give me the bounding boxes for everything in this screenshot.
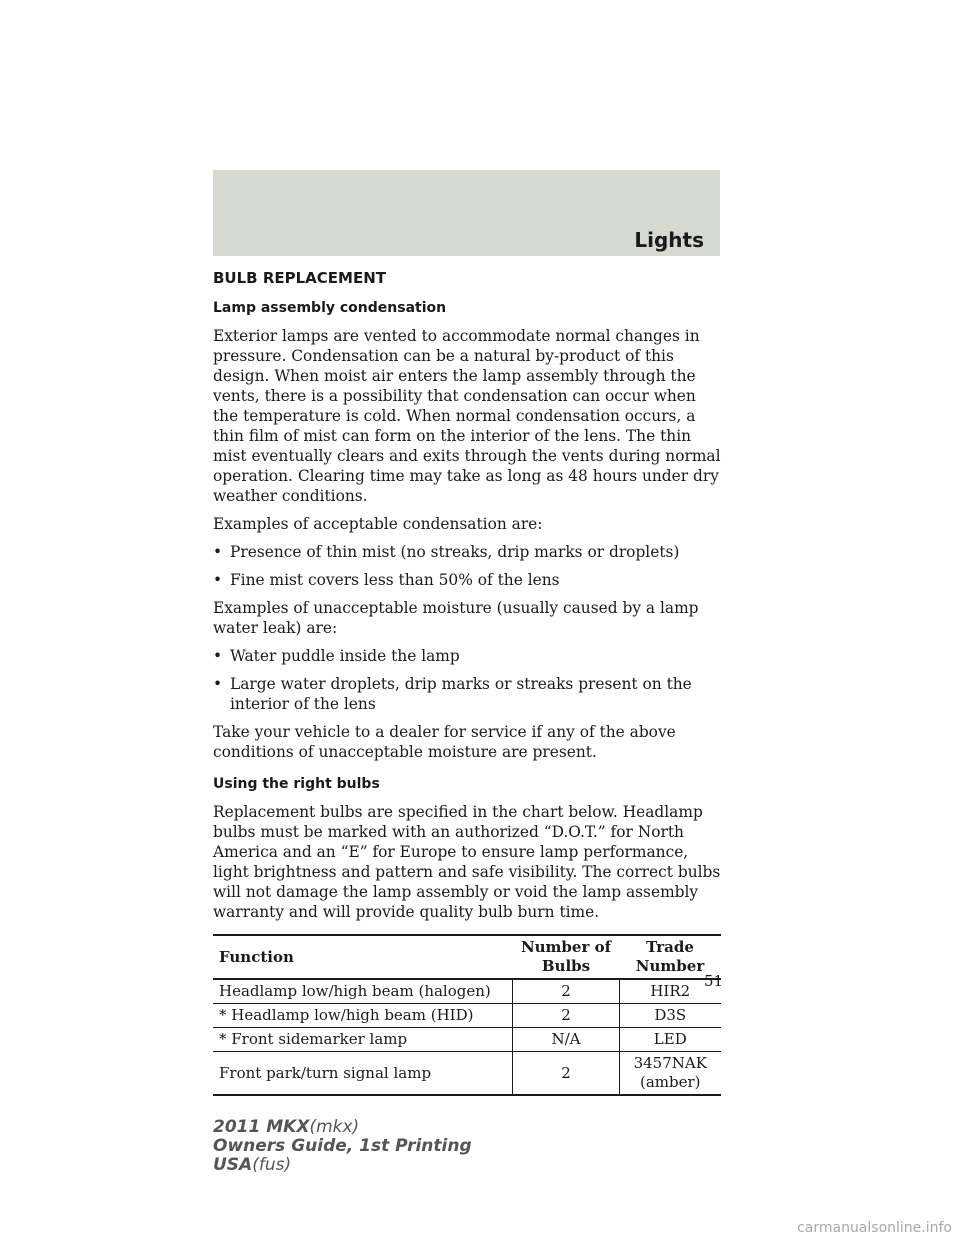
cell-number: N/A — [513, 1028, 619, 1052]
table-row — [213, 1052, 721, 1096]
header-number-of-bulbs: Number of Bulbs — [520, 938, 612, 975]
chapter-header-band — [213, 170, 720, 256]
table-row — [213, 1028, 721, 1052]
footer-market-code: (fus) — [252, 1155, 292, 1175]
bullet-icon: • — [213, 675, 223, 693]
condensation-heading: Lamp assembly condensation — [213, 300, 447, 316]
list-item — [213, 542, 721, 562]
page-content — [213, 268, 724, 1096]
section-title: BULB REPLACEMENT — [213, 269, 386, 287]
cell-function: * Front sidemarker lamp — [213, 1028, 513, 1052]
list-item — [213, 646, 721, 666]
header-trade-number: Trade Number — [635, 938, 705, 975]
list-item-text: Fine mist covers less than 50% of the lens — [230, 571, 560, 589]
bullet-icon: • — [213, 543, 223, 561]
table-header-row — [213, 935, 721, 979]
footer-model: 2011 MKX — [213, 1117, 310, 1137]
cell-trade: 3457NAK (amber) — [619, 1052, 721, 1096]
table-row — [213, 979, 721, 1004]
cell-trade: D3S — [619, 1004, 721, 1028]
cell-trade: LED — [619, 1028, 721, 1052]
footer-market: USA — [213, 1155, 253, 1175]
footer-model-code: (mkx) — [309, 1117, 360, 1137]
list-item-text: Presence of thin mist (no streaks, drip marks or droplets) — [230, 543, 680, 561]
unacceptable-list — [213, 646, 721, 714]
cell-number: 2 — [513, 979, 619, 1004]
cell-number: 2 — [513, 1004, 619, 1028]
cell-function: * Headlamp low/high beam (HID) — [213, 1004, 513, 1028]
watermark: carmanualsonline.info — [797, 1220, 952, 1236]
chapter-title: Lights — [634, 228, 704, 252]
bullet-icon: • — [213, 647, 223, 665]
header-function: Function — [219, 947, 294, 966]
cell-number: 2 — [513, 1052, 619, 1096]
condensation-closing: Take your vehicle to a dealer for service if any of the above conditions of unacceptable moisture are present. — [213, 723, 676, 761]
acceptable-intro: Examples of acceptable condensation are: — [213, 515, 543, 533]
bulb-table — [213, 934, 724, 1096]
list-item — [213, 674, 721, 714]
cell-trade: HIR2 — [619, 979, 721, 1004]
list-item-text: Water puddle inside the lamp — [230, 647, 460, 665]
acceptable-list — [213, 542, 721, 590]
cell-function: Front park/turn signal lamp — [213, 1052, 513, 1096]
list-item — [213, 570, 721, 590]
footer-print-info — [213, 1118, 472, 1175]
unacceptable-intro: Examples of unacceptable moisture (usually caused by a lamp water leak) are: — [213, 599, 699, 637]
cell-function: Headlamp low/high beam (halogen) — [213, 979, 513, 1004]
table-row — [213, 1004, 721, 1028]
condensation-paragraph: Exterior lamps are vented to accommodate normal changes in pressure. Condensation can be a natural by-product of this design. When moist air enters the lamp assembly through the vents, there is a possibility that condensation can occur when the temperature is cold. When normal condensation occurs, a thin film of mist can form on the interior of the lens. The thin mist eventually clears and exits through the vents during normal operation. Clearing time may take as long as 48 hours under dry weather conditions. — [213, 327, 721, 505]
page-number: 51 — [704, 972, 724, 990]
list-item-text: Large water droplets, drip marks or streaks present on the interior of the lens — [230, 675, 692, 713]
bullet-icon: • — [213, 571, 223, 589]
right-bulbs-paragraph: Replacement bulbs are specified in the chart below. Headlamp bulbs must be marked with an authorized “D.O.T.” for North America and an “E” for Europe to ensure lamp performance, light brightness and pattern and safe visibility. The correct bulbs will not damage the lamp assembly or void the lamp assembly warranty and will provide quality bulb burn time. — [213, 803, 721, 921]
footer-printing: Owners Guide, 1st Printing — [213, 1136, 472, 1156]
right-bulbs-heading: Using the right bulbs — [213, 776, 380, 792]
